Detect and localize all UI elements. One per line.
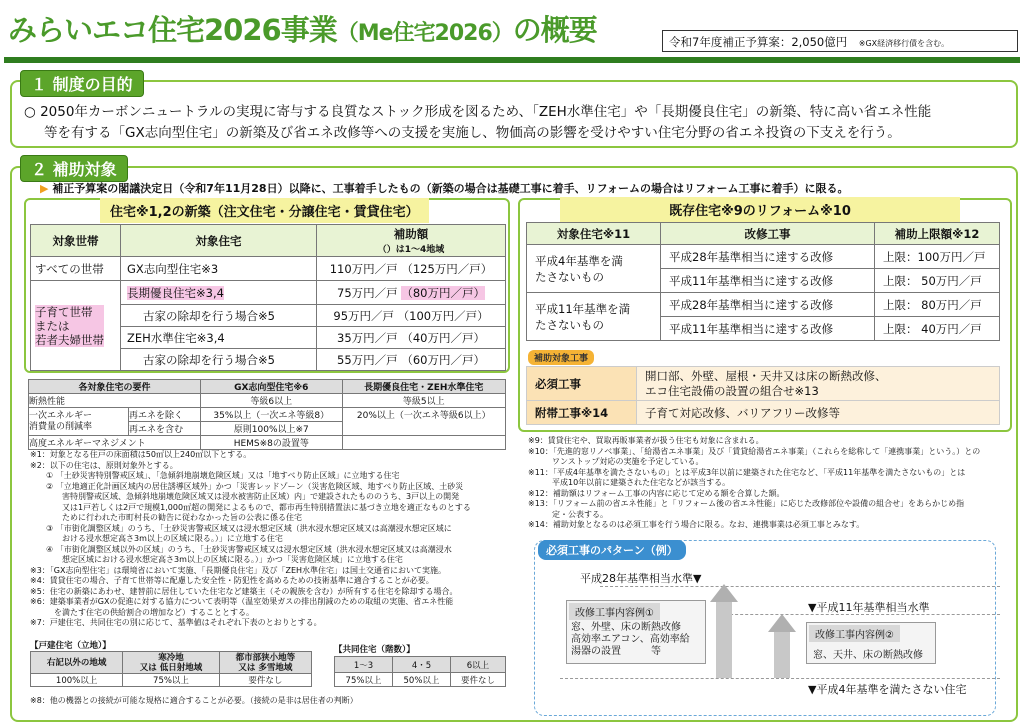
det-v2: 75%以上 bbox=[123, 674, 220, 687]
zeh-demo: 古家の除却を行う場合※5 bbox=[121, 349, 317, 371]
rf-w4: 平成11年基準相当に達する改修 bbox=[661, 317, 875, 341]
req-h1: 各対象住宅の要件 bbox=[29, 380, 201, 394]
note-line: ※10：「先進的窓リノベ事業」、「給湯省エネ事業」及び「賃貸給湯省エネ事業」（これらを総称して「連携事業」という。）との bbox=[528, 446, 981, 456]
budget-label: 令和7年度補正予算案：2,050億円 bbox=[669, 35, 848, 49]
long-amount bbox=[317, 281, 506, 305]
arrow-up-icon bbox=[768, 614, 796, 632]
title-paren: （Me住宅2026） bbox=[336, 21, 513, 46]
long-demo: 古家の除却を行う場合※5 bbox=[121, 305, 317, 327]
long-label: 長期優良住宅※3,4 bbox=[127, 285, 224, 300]
title-main: みらいエコ住宅2026事業 bbox=[8, 13, 337, 47]
triangle-icon: ▶ bbox=[40, 182, 49, 195]
arrow-shaft-2 bbox=[774, 630, 790, 678]
long-house bbox=[121, 281, 317, 305]
det-v1: 100%以上 bbox=[31, 674, 123, 687]
req-h2: GX志向型住宅※6 bbox=[201, 380, 343, 394]
req-work-text bbox=[637, 367, 1000, 401]
note-line: ※2：以下の住宅は、原則対象外とする。 bbox=[30, 460, 178, 470]
note8: ※8：他の機器との接続が可能な規格に適合することが必要。（接続の是非は居住者の判断） bbox=[30, 696, 358, 705]
works-table bbox=[526, 366, 1000, 425]
col-h2: 4・5 bbox=[392, 657, 450, 673]
rf-a3: 上限： 80万円／戸 bbox=[875, 293, 1000, 317]
note-line: ※12：補助額はリフォーム工事の内容に応じて定める額を合算した額。 bbox=[528, 488, 785, 498]
note-line: ために行われた市町村長の勧告に従わなかった旨の公表に係る住宅 bbox=[30, 513, 302, 522]
purpose-text-1: 2050年カーボンニュートラルの実現に寄与する良質なストック形成を図るため、「ZEH水準住宅」や「長期優良住宅」の新築、特に高い省エネ性能 bbox=[40, 104, 932, 120]
note-line: ※7：戸建住宅、共同住宅の別に応じて、基準値はそれぞれ下表のとおりとする。 bbox=[30, 618, 322, 627]
level-4-line bbox=[560, 678, 1000, 679]
note-line: ① 「土砂災害特別警戒区域」、「急傾斜地崩壊危険区域」又は「地すべり防止区域」に立地する住宅 bbox=[30, 471, 400, 480]
req-r1a: 断熱性能 bbox=[29, 394, 201, 408]
level-28: 平成28年基準相当水準▼ bbox=[580, 572, 702, 585]
req-work-2: エコ住宅設備の設置の組合せ※13 bbox=[645, 383, 819, 398]
note-line: ※11：「平成4年基準を満たさないもの」とは平成3年以前に建築された住宅など、「平成11年基準を満たさないもの」とは bbox=[528, 467, 966, 477]
rf-t2: 平成11年基準を満 たさないもの bbox=[527, 293, 661, 341]
rf-col3: 補助上限額※12 bbox=[875, 223, 1000, 245]
note-line: 害特別警戒区域、急傾斜地崩壊危険区域又は浸水被害防止区域）内」で建設されたもののうち、3戸以上の開発 bbox=[30, 492, 460, 501]
req-r4c: HEMS※8の設置等 bbox=[201, 436, 343, 450]
example1-title: 改修工事内容例① bbox=[569, 603, 660, 620]
collective-title: 【共同住宅（階数）】 bbox=[334, 645, 415, 655]
detached-title: 【戸建住宅（立地）】 bbox=[30, 641, 111, 651]
example1-box bbox=[566, 600, 706, 664]
col-amount bbox=[317, 225, 506, 257]
req-work-1: 開口部、外壁、屋根・天井又は床の断熱改修、 bbox=[645, 368, 887, 383]
note-line: ※6：建築事業者がGXの促進に対する協力について表明等（温室効果ガスの排出削減のための取組の実施、省エネ性能 bbox=[30, 597, 454, 606]
note-line: ※3：「GX志向型住宅」は環境省において実施、「長期優良住宅」及び「ZEH水準住宅」は国土交通省において実施。 bbox=[30, 565, 447, 575]
note-line: 想定区域における浸水想定高さ3m以上の区域に限る。）」かつ「災害危険区域」に立地する住宅 bbox=[30, 555, 403, 564]
note-line: ※4：賃貸住宅の場合、子育て世帯等に配慮した安全性・防犯性を高めるための技術基準に適合することが必要。 bbox=[30, 576, 434, 585]
req-r2a bbox=[29, 408, 129, 436]
rf-col2: 改修工事 bbox=[661, 223, 875, 245]
purpose-line1 bbox=[24, 100, 931, 120]
note-line: を満たす住宅の供給割合の増加など）することとする。 bbox=[30, 607, 254, 617]
note-line: ② 「立地適正化計画区域内の居住誘導区域外」かつ「災害レッドゾーン（災害危険区域、地すべり防止区域、土砂災 bbox=[30, 481, 464, 491]
det-h2: 寒冷地 又は 低日射地域 bbox=[123, 652, 220, 674]
level-4: ▼平成4年基準を満たさない住宅 bbox=[808, 683, 967, 696]
section1-label: １ 制度の目的 bbox=[20, 70, 144, 97]
lead-label: 補正予算案の閣議決定日（令和7年11月28日）以降に、工事着手したもの（新築の場合は基礎工事に着手、リフォームの場合はリフォーム工事に着手）に限る。 bbox=[52, 182, 849, 195]
bullet-icon: ○ bbox=[24, 104, 36, 120]
level-11-line bbox=[720, 614, 1000, 615]
req-r4a: 高度エネルギーマネジメント bbox=[29, 436, 201, 450]
zeh-house: ZEH水準住宅※3,4 bbox=[121, 327, 317, 349]
req-table bbox=[28, 379, 506, 450]
req-r1c: 等級5以上 bbox=[342, 394, 505, 408]
reform-table bbox=[526, 222, 1000, 341]
note-line: ワンストップ対応の実施を予定している。 bbox=[528, 457, 704, 466]
col-h1: 1～3 bbox=[335, 657, 393, 673]
title-tail: の概要 bbox=[512, 13, 597, 47]
req-r1b: 等級6以上 bbox=[201, 394, 343, 408]
note-line: ③ 「市街化調整区域」のうち、「土砂災害警戒区域又は浸水想定区域（洪水浸水想定区域又は高潮浸水想定区域に bbox=[30, 523, 452, 533]
req-r2b: 再エネを除く bbox=[129, 408, 201, 422]
col-amount-sub: （）は1～4地域 bbox=[377, 245, 445, 255]
note-line: 平成10年以前に建築された住宅などが該当する。 bbox=[528, 478, 731, 487]
note-line: ※13：「リフォーム前の省エネ性能」と「リフォーム後の省エネ性能」に応じた改修部位や設備の組合せ」をあらかじめ指 bbox=[528, 499, 965, 508]
note-line: ※1：対象となる住戸の床面積は50㎡以上240㎡以下とする。 bbox=[30, 450, 252, 459]
req-r3b: 再エネを含む bbox=[129, 422, 201, 436]
col-household: 対象世帯 bbox=[31, 225, 121, 257]
pattern-title: 必須工事のパターン（例） bbox=[538, 540, 686, 560]
budget-note: ※GX経済移行債を含む。 bbox=[858, 39, 950, 48]
newbuild-heading: 住宅※1,2の新築（注文住宅・分譲住宅・賃貸住宅） bbox=[100, 198, 429, 223]
zeh-amount: 35万円／戸 （40万円／戸） bbox=[317, 327, 506, 349]
long-amt: 75万円／戸 bbox=[337, 285, 398, 300]
add-work-label: 附帯工事※14 bbox=[527, 401, 637, 425]
arrow-shaft-1 bbox=[716, 600, 732, 678]
example2-title: 改修工事内容例② bbox=[809, 625, 900, 642]
det-h3: 都市部狭小地等 又は 多雪地域 bbox=[219, 652, 311, 674]
reform-heading: 既存住宅※9のリフォーム※10 bbox=[560, 197, 960, 222]
req-r2d: 20%以上（一次エネ等級6以上） bbox=[342, 408, 505, 436]
rf-a2: 上限： 50万円／戸 bbox=[875, 269, 1000, 293]
gx-house: GX志向型住宅※3 bbox=[121, 257, 317, 281]
young-cell bbox=[31, 281, 121, 371]
page-title bbox=[8, 8, 597, 49]
req-h3: 長期優良住宅・ZEH水準住宅 bbox=[342, 380, 505, 394]
row-all: すべての世帯 bbox=[31, 257, 121, 281]
det-v3: 要件なし bbox=[219, 674, 311, 687]
collective-table bbox=[334, 656, 506, 687]
col-v2: 50%以上 bbox=[392, 673, 450, 687]
col-house: 対象住宅 bbox=[121, 225, 317, 257]
rf-a1: 上限：100万円／戸 bbox=[875, 245, 1000, 269]
young-label: 子育て世帯 または 若者夫婦世帯 bbox=[35, 304, 104, 347]
gx-amount: 110万円／戸 （125万円／戸） bbox=[317, 257, 506, 281]
col-amount-label: 補助額 bbox=[393, 227, 429, 241]
rf-w3: 平成28年基準相当に達する改修 bbox=[661, 293, 875, 317]
detached-table bbox=[30, 651, 312, 687]
req-r2a-1: 一次エネルギー bbox=[29, 410, 93, 421]
level-11: ▼平成11年基準相当水準 bbox=[808, 601, 930, 614]
note-line: ④ 「市街化調整区域以外の区域」のうち、「土砂災害警戒区域又は浸水想定区域（洪水浸水想定区域又は高潮浸水 bbox=[30, 544, 452, 554]
note-line: ※5：住宅の新築にあわせ、建替前に居住していた住宅など建築主（その親族を含む）が所有する住宅を除却する場合。 bbox=[30, 586, 458, 596]
rf-w1: 平成28年基準相当に達する改修 bbox=[661, 245, 875, 269]
col-v1: 75%以上 bbox=[335, 673, 393, 687]
example2-box bbox=[806, 622, 936, 664]
col-v3: 要件なし bbox=[450, 673, 505, 687]
arrow-up-icon bbox=[710, 584, 738, 602]
rf-a4: 上限： 40万円／戸 bbox=[875, 317, 1000, 341]
note-line: おける浸水想定高さ3m以上の区域に限る。）」に立地する住宅 bbox=[30, 534, 283, 543]
add-work-text: 子育て対応改修、バリアフリー改修等 bbox=[637, 401, 1000, 425]
example2-body: 窓、天井、床の断熱改修 bbox=[813, 650, 923, 661]
note-line: 定・公表する。 bbox=[528, 509, 608, 519]
req-work-label: 必須工事 bbox=[527, 367, 637, 401]
det-h1: 右記以外の地域 bbox=[31, 652, 123, 674]
lead-text bbox=[40, 180, 848, 196]
example1-body: 窓、外壁、床の断熱改修 高効率エアコン、高効率給 湯器の設置 等 bbox=[571, 622, 690, 657]
works-label: 補助対象工事 bbox=[528, 350, 594, 365]
level-28-line bbox=[600, 586, 1000, 587]
zeh-demo-amount: 55万円／戸 （60万円／戸） bbox=[317, 349, 506, 371]
req-r3c: 原則100%以上※7 bbox=[201, 422, 343, 436]
rf-t1: 平成4年基準を満 たさないもの bbox=[527, 245, 661, 293]
req-r2c: 35%以上（一次エネ等級8） bbox=[201, 408, 343, 422]
req-r2a-2: 消費量の削減率 bbox=[29, 421, 93, 432]
note-line: 又は1戸若しくは2戸で規模1,000㎡超の開発によるもので、都市再生特別措置法に基づき立地を適正なものとする bbox=[30, 502, 471, 512]
rf-w2: 平成11年基準相当に達する改修 bbox=[661, 269, 875, 293]
note-line: ※14：補助対象となるのは必須工事を行う場合に限る。なお、連携事業は必須工事とみなす。 bbox=[528, 520, 865, 529]
col-h3: 6以上 bbox=[450, 657, 505, 673]
req-r4d bbox=[342, 436, 505, 450]
long-demo-amount: 95万円／戸 （100万円／戸） bbox=[317, 305, 506, 327]
section2-label: ２ 補助対象 bbox=[20, 155, 128, 182]
newbuild-table bbox=[30, 224, 506, 371]
rf-col1: 対象住宅※11 bbox=[527, 223, 661, 245]
budget-box bbox=[662, 30, 1018, 52]
purpose-line2: 等を有する「GX志向型住宅」の新築及び省エネ改修等への支援を実施し、物価高の影響を受けやすい住宅分野の省エネ投資の下支えを行う。 bbox=[44, 125, 901, 141]
header-divider bbox=[4, 57, 1020, 63]
note-line: ※9：賃貸住宅や、買取再販事業者が扱う住宅も対象に含まれる。 bbox=[528, 436, 764, 445]
long-amt2: （80万円／戸） bbox=[401, 285, 485, 300]
notes-left bbox=[30, 450, 508, 629]
notes-right bbox=[528, 436, 1012, 531]
